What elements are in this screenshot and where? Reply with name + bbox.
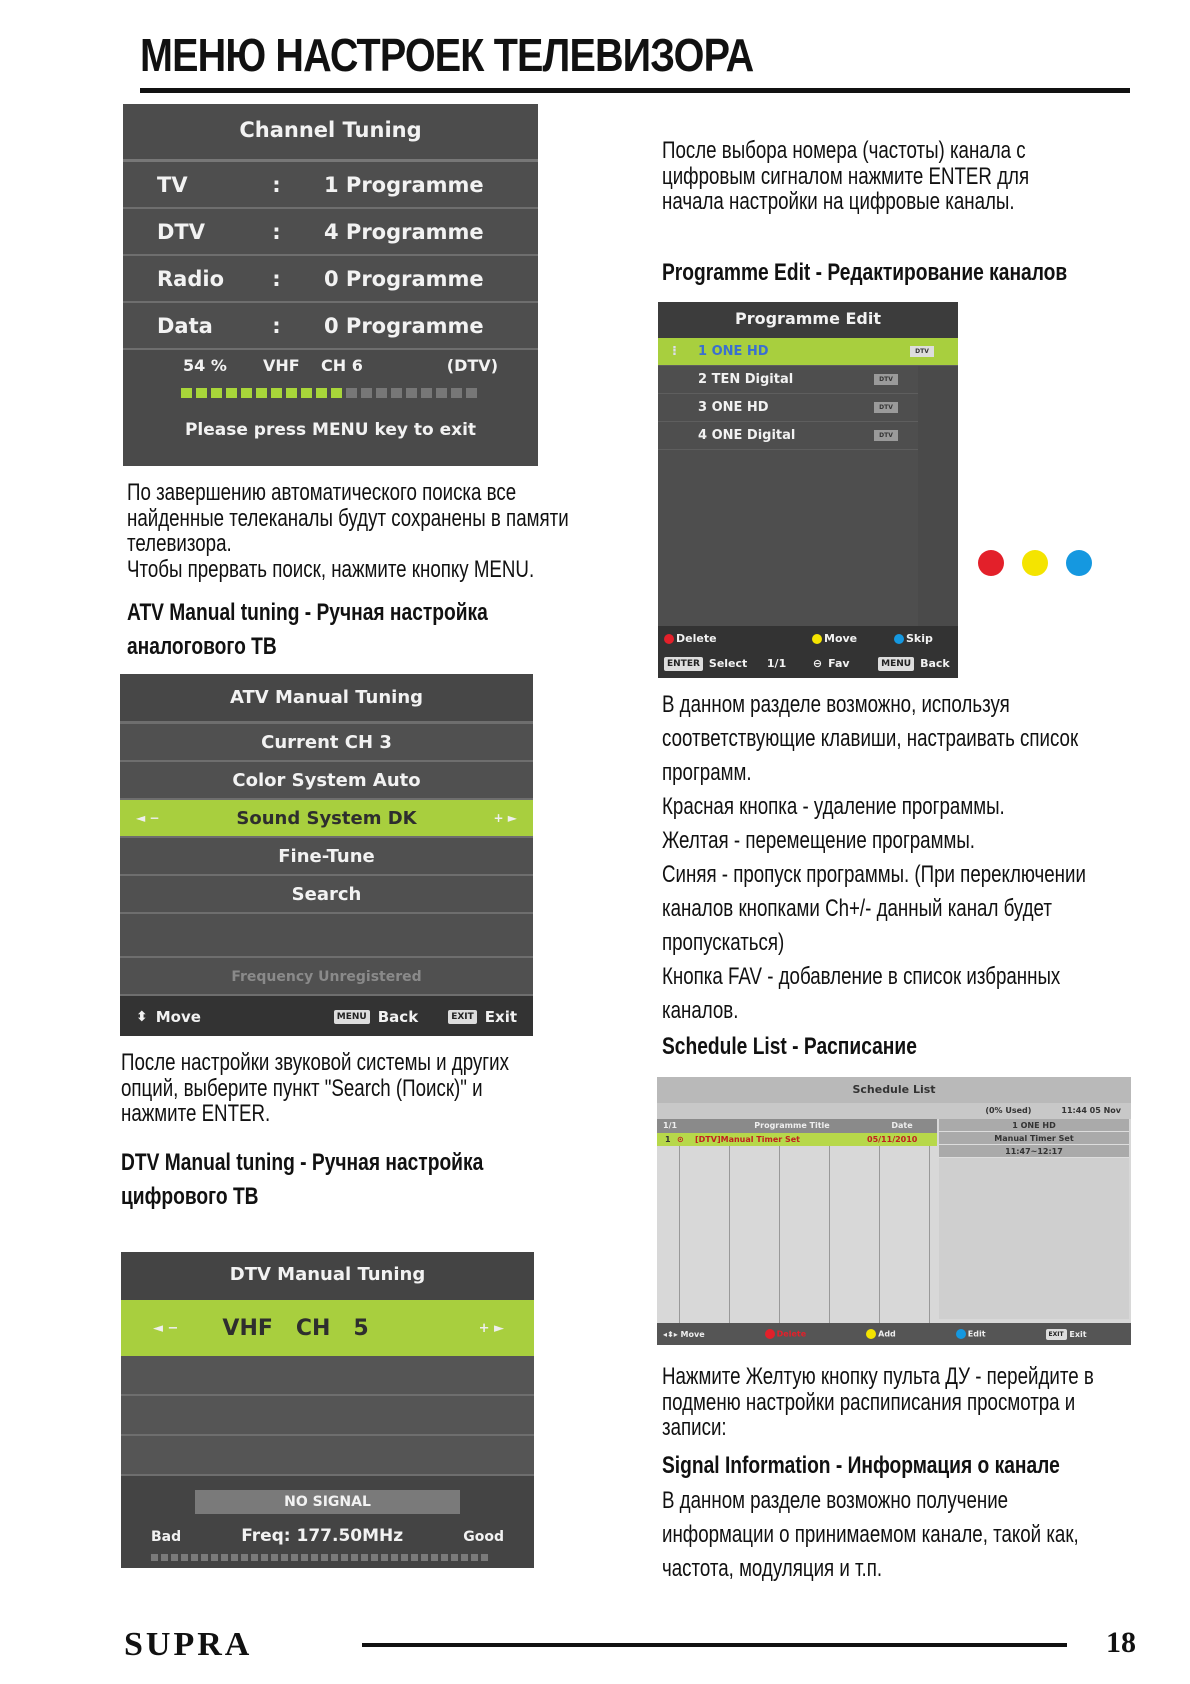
blue-dot-icon	[894, 634, 904, 644]
dtv-freq-line	[121, 1526, 534, 1546]
schedule-row[interactable]	[657, 1133, 937, 1146]
foot-edit-label: Edit	[967, 1329, 986, 1339]
signal-segment	[251, 1554, 258, 1561]
signal-segment	[441, 1554, 448, 1561]
signal-segment	[171, 1554, 178, 1561]
signal-segment	[461, 1554, 468, 1561]
signal-segment	[221, 1554, 228, 1561]
progress-segment	[436, 388, 447, 398]
col-date: Date	[891, 1121, 913, 1130]
programme-row[interactable]	[658, 366, 918, 394]
text-line: В данном разделе возможно получение	[662, 1487, 1009, 1514]
dtv-signal-panel	[121, 1476, 534, 1568]
atv-item-label: Color System Auto	[232, 769, 421, 791]
signal-segment	[271, 1554, 278, 1561]
tuning-percent: 54 %	[183, 355, 227, 375]
schedule-usage	[657, 1103, 1131, 1119]
record-icon: ⊙	[677, 1135, 684, 1144]
programme-row[interactable]	[658, 394, 918, 422]
progress-segment	[331, 388, 342, 398]
row-value: 1 Programme	[324, 172, 484, 197]
row-sep: :	[272, 313, 281, 338]
programme-list-empty	[658, 450, 918, 632]
text-line: начала настройки на цифровые каналы.	[662, 188, 1015, 215]
exit-key-icon: EXIT	[448, 1010, 477, 1024]
atv-item-fine-tune[interactable]	[120, 838, 533, 876]
dtv-frequency: Freq: 177.50MHz	[241, 1526, 404, 1546]
heading-line: DTV Manual tuning - Ручная настройка	[121, 1149, 484, 1176]
delete-action[interactable]	[664, 632, 806, 645]
signal-segment	[451, 1554, 458, 1561]
text-line: После выбора номера (частоты) канала с	[662, 137, 1026, 164]
programme-num: 1	[698, 344, 708, 359]
text-line: цифровым сигналом нажмите ENTER для	[662, 162, 1030, 190]
page-indicator: 1/1	[766, 657, 787, 670]
dtv-manual-tuning-screen	[121, 1252, 534, 1568]
progress-segment	[256, 388, 267, 398]
exit-key-icon: EXIT	[1046, 1329, 1067, 1340]
yellow-button-icon	[1022, 550, 1048, 576]
col-title: Programme Title	[754, 1121, 830, 1130]
text-line: найденные телеканалы будут сохранены в памяти	[127, 504, 569, 532]
progress-segment	[376, 388, 387, 398]
schedule-list-title: Schedule List	[657, 1077, 1131, 1103]
schedule-list-description	[662, 1364, 1094, 1441]
programme-num: 3	[698, 400, 708, 415]
schedule-list-screen	[657, 1077, 1131, 1345]
red-dot-icon	[664, 634, 674, 644]
foot-exit[interactable]	[1046, 1329, 1087, 1340]
text-line: информации о принимаемом канале, такой как,	[662, 1521, 1079, 1548]
delete-label: Delete	[676, 632, 717, 645]
programme-num: 4	[698, 428, 708, 443]
foot-delete-label: Delete	[776, 1329, 807, 1339]
signal-information-description	[662, 1484, 1079, 1586]
row-sep: :	[272, 172, 281, 197]
atv-item-current-ch[interactable]	[120, 724, 533, 762]
dtv-heading	[121, 1146, 483, 1214]
text-line: Кнопка FAV - добавление в список избранных	[662, 963, 1061, 990]
signal-segment	[371, 1554, 378, 1561]
left-arrow-icon[interactable]: ◄ −	[153, 1320, 179, 1336]
fav-icon: ⊖	[812, 657, 823, 670]
signal-segment	[431, 1554, 438, 1561]
text-line: каналов кнопками Ch+/- данный канал будет	[662, 895, 1052, 922]
tuning-row-dtv	[123, 209, 538, 256]
dtv-empty-row	[121, 1356, 534, 1396]
progress-segment	[241, 388, 252, 398]
tuning-progress-bar	[123, 388, 538, 398]
channel-tuning-screen	[123, 104, 538, 466]
dtv-empty-row	[121, 1396, 534, 1436]
dtv-tag: DTV	[874, 430, 898, 441]
after-dtv-text	[662, 138, 1029, 215]
text-line: Нажмите Желтую кнопку пульта ДУ - перейдите в	[662, 1363, 1094, 1390]
text-line: После настройки звуковой системы и других	[121, 1049, 509, 1076]
programme-edit-screen	[658, 302, 958, 678]
yellow-dot-icon	[866, 1329, 876, 1339]
red-dot-icon	[765, 1329, 775, 1339]
atv-item-color-system[interactable]	[120, 762, 533, 800]
text-line: соответствующие клавиши, настраивать список	[662, 725, 1079, 752]
progress-segment	[391, 388, 402, 398]
after-search-text	[127, 480, 569, 582]
signal-bad-label: Bad	[151, 1529, 182, 1545]
signal-segment	[421, 1554, 428, 1561]
title-divider	[140, 88, 1130, 93]
signal-good-label: Good	[463, 1529, 504, 1545]
dtv-tag: DTV	[874, 402, 898, 413]
row-label: Radio	[157, 266, 224, 291]
text-line: По завершению автоматического поиска все	[127, 479, 517, 506]
foot-move[interactable]: ◂⬍▸ Move	[663, 1329, 705, 1339]
signal-segment	[481, 1554, 488, 1561]
signal-segment	[241, 1554, 248, 1561]
atv-frequency-status: Frequency Unregistered	[120, 958, 533, 996]
signal-segment	[291, 1554, 298, 1561]
right-arrow-icon[interactable]: + ►	[493, 811, 517, 825]
page-number: 18	[1106, 1626, 1136, 1659]
foot-add-label: Add	[878, 1329, 896, 1339]
signal-segment	[411, 1554, 418, 1561]
detail-time: 11:47~12:17	[939, 1145, 1129, 1158]
schedule-grid	[657, 1146, 937, 1323]
signal-segment	[211, 1554, 218, 1561]
detail-channel: 1 ONE HD	[939, 1119, 1129, 1132]
dtv-channel-selector[interactable]	[121, 1300, 534, 1356]
signal-segment	[191, 1554, 198, 1561]
page-title: МЕНЮ НАСТРОЕК ТЕЛЕВИЗОРА	[140, 29, 754, 81]
atv-item-label: Sound System DK	[236, 807, 417, 829]
signal-segment	[321, 1554, 328, 1561]
tuning-channel: CH 6	[321, 355, 363, 375]
row-value: 0 Programme	[324, 313, 484, 338]
atv-manual-tuning-screen	[120, 674, 533, 1036]
text-line: опций, выберите пункт "Search (Поиск)" и	[121, 1074, 483, 1102]
row-date: 05/11/2010	[867, 1135, 918, 1144]
updown-arrow-icon: ⬍	[136, 1009, 148, 1025]
row-title: [DTV]Manual Timer Set	[695, 1135, 800, 1144]
signal-segment	[471, 1554, 478, 1561]
menu-key-icon: MENU	[878, 657, 914, 671]
row-label: TV	[157, 172, 188, 197]
programme-edit-footer	[658, 626, 958, 678]
signal-segment	[401, 1554, 408, 1561]
tuning-exit-hint: Please press MENU key to exit	[184, 420, 477, 440]
programme-name: ONE HD	[711, 400, 769, 415]
signal-segment	[231, 1554, 238, 1561]
progress-segment	[346, 388, 357, 398]
row-num: 1	[665, 1135, 671, 1144]
text-line: подменю настройки распиписания просмотра и	[662, 1388, 1076, 1416]
signal-segment	[201, 1554, 208, 1561]
foot-edit[interactable]	[956, 1329, 986, 1339]
foot-move-label: Move	[680, 1329, 705, 1339]
row-label: DTV	[157, 219, 206, 244]
progress-segment	[316, 388, 327, 398]
atv-move-label: Move	[155, 1008, 201, 1026]
atv-exit-label[interactable]: Exit	[484, 1008, 517, 1026]
programme-edit-description	[662, 688, 1086, 1028]
progress-segment	[286, 388, 297, 398]
progress-segment	[211, 388, 222, 398]
menu-key-icon: MENU	[334, 1010, 370, 1024]
signal-segment	[181, 1554, 188, 1561]
fav-label[interactable]: Fav	[828, 657, 850, 670]
blue-button-icon	[1066, 550, 1092, 576]
heading-line: ATV Manual tuning - Ручная настройка	[127, 599, 488, 626]
text-line: Чтобы прервать поиск, нажмите кнопку MENU.	[127, 555, 535, 583]
enter-key-icon: ENTER	[664, 657, 703, 671]
text-line: Желтая - перемещение программы.	[662, 827, 975, 854]
signal-segment	[331, 1554, 338, 1561]
programme-name: ONE Digital	[711, 428, 796, 443]
tuning-row-data	[123, 303, 538, 350]
schedule-list-heading: Schedule List - Расписание	[662, 1033, 917, 1060]
programme-edit-heading: Programme Edit - Редактирование каналов	[662, 259, 1068, 286]
move-label: Move	[824, 632, 858, 645]
cursor-icon: ⁝	[672, 344, 677, 359]
heading-line: аналогового ТВ	[127, 633, 277, 660]
progress-segment	[226, 388, 237, 398]
tuning-mode: (DTV)	[446, 355, 498, 375]
row-value: 0 Programme	[324, 266, 484, 291]
foot-delete[interactable]	[765, 1329, 806, 1339]
detail-type: Manual Timer Set	[939, 1132, 1129, 1145]
schedule-columns	[657, 1119, 937, 1133]
schedule-clock: 11:44 05 Nov	[1061, 1106, 1121, 1115]
programme-name: TEN Digital	[711, 372, 794, 387]
text-line: записи:	[662, 1414, 727, 1441]
atv-back-label[interactable]: Back	[377, 1008, 419, 1026]
text-line: В данном разделе возможно, используя	[662, 691, 1010, 718]
progress-segment	[271, 388, 282, 398]
col-page: 1/1	[663, 1121, 678, 1130]
signal-segment	[341, 1554, 348, 1561]
row-value: 4 Programme	[324, 219, 484, 244]
select-label[interactable]: Select	[708, 657, 748, 670]
programme-row[interactable]	[658, 422, 918, 450]
dtv-channel-value: VHF CH 5	[222, 1315, 369, 1341]
text-line: телевизора.	[127, 530, 232, 557]
schedule-used: (0% Used)	[985, 1106, 1032, 1115]
row-label: Data	[157, 313, 213, 338]
atv-empty-row	[120, 914, 533, 958]
text-line: программ.	[662, 759, 752, 786]
signal-segment	[351, 1554, 358, 1561]
blue-dot-icon	[956, 1329, 966, 1339]
brand-logo: SUPRA	[124, 1626, 253, 1663]
row-sep: :	[272, 266, 281, 291]
atv-item-search[interactable]	[120, 876, 533, 914]
progress-segment	[451, 388, 462, 398]
atv-item-sound-system[interactable]	[120, 800, 533, 838]
text-line: нажмите ENTER.	[121, 1100, 271, 1127]
signal-segment	[281, 1554, 288, 1561]
skip-action[interactable]	[894, 632, 952, 645]
atv-item-label: Fine-Tune	[278, 845, 375, 867]
yellow-dot-icon	[812, 634, 822, 644]
atv-heading	[127, 596, 488, 664]
progress-segment	[301, 388, 312, 398]
left-arrow-icon[interactable]: ◄ −	[136, 811, 160, 825]
tuning-band: VHF	[263, 355, 300, 375]
dtv-tag: DTV	[910, 346, 934, 357]
back-label[interactable]: Back	[920, 657, 950, 670]
after-atv-text	[121, 1050, 509, 1127]
skip-label: Skip	[906, 632, 933, 645]
programme-row[interactable]	[658, 338, 958, 366]
schedule-footer	[657, 1323, 1131, 1345]
programme-num: 2	[698, 372, 708, 387]
progress-segment	[406, 388, 417, 398]
signal-segment	[311, 1554, 318, 1561]
row-sep: :	[272, 219, 281, 244]
red-button-icon	[978, 550, 1004, 576]
progress-segment	[466, 388, 477, 398]
tuning-row-radio	[123, 256, 538, 303]
atv-item-label: Current CH 3	[261, 731, 392, 753]
signal-segment	[161, 1554, 168, 1561]
channel-tuning-title: Channel Tuning	[123, 104, 538, 162]
text-line: частота, модуляция и т.п.	[662, 1555, 883, 1582]
progress-segment	[361, 388, 372, 398]
heading-line: цифрового ТВ	[121, 1183, 259, 1210]
text-line: Красная кнопка - удаление программы.	[662, 793, 1005, 820]
tuning-row-tv	[123, 162, 538, 209]
signal-meter	[121, 1554, 534, 1561]
signal-segment	[261, 1554, 268, 1561]
signal-segment	[361, 1554, 368, 1561]
dtv-no-signal: NO SIGNAL	[195, 1490, 460, 1514]
programme-edit-title: Programme Edit	[658, 302, 958, 338]
foot-exit-label: Exit	[1069, 1329, 1087, 1339]
dtv-empty-row	[121, 1436, 534, 1476]
tuning-status	[123, 350, 538, 380]
atv-item-label: Search	[291, 883, 362, 905]
signal-information-heading: Signal Information - Информация о канале	[662, 1452, 1060, 1479]
progress-segment	[181, 388, 192, 398]
text-line: пропускаться)	[662, 929, 785, 956]
footer-divider	[362, 1643, 1067, 1647]
dtv-tag: DTV	[874, 374, 898, 385]
programme-name: ONE HD	[711, 344, 769, 359]
atv-title: ATV Manual Tuning	[120, 674, 533, 724]
text-line: Синяя - пропуск программы. (При переключении	[662, 861, 1086, 888]
dtv-title: DTV Manual Tuning	[121, 1252, 534, 1300]
foot-add[interactable]	[866, 1329, 896, 1339]
signal-segment	[301, 1554, 308, 1561]
right-arrow-icon[interactable]: + ►	[478, 1320, 504, 1336]
signal-segment	[151, 1554, 158, 1561]
schedule-detail-panel	[939, 1119, 1129, 1319]
progress-segment	[196, 388, 207, 398]
atv-footer	[120, 996, 533, 1036]
signal-segment	[391, 1554, 398, 1561]
text-line: каналов.	[662, 997, 739, 1024]
progress-segment	[421, 388, 432, 398]
signal-segment	[381, 1554, 388, 1561]
move-action[interactable]	[812, 632, 888, 645]
